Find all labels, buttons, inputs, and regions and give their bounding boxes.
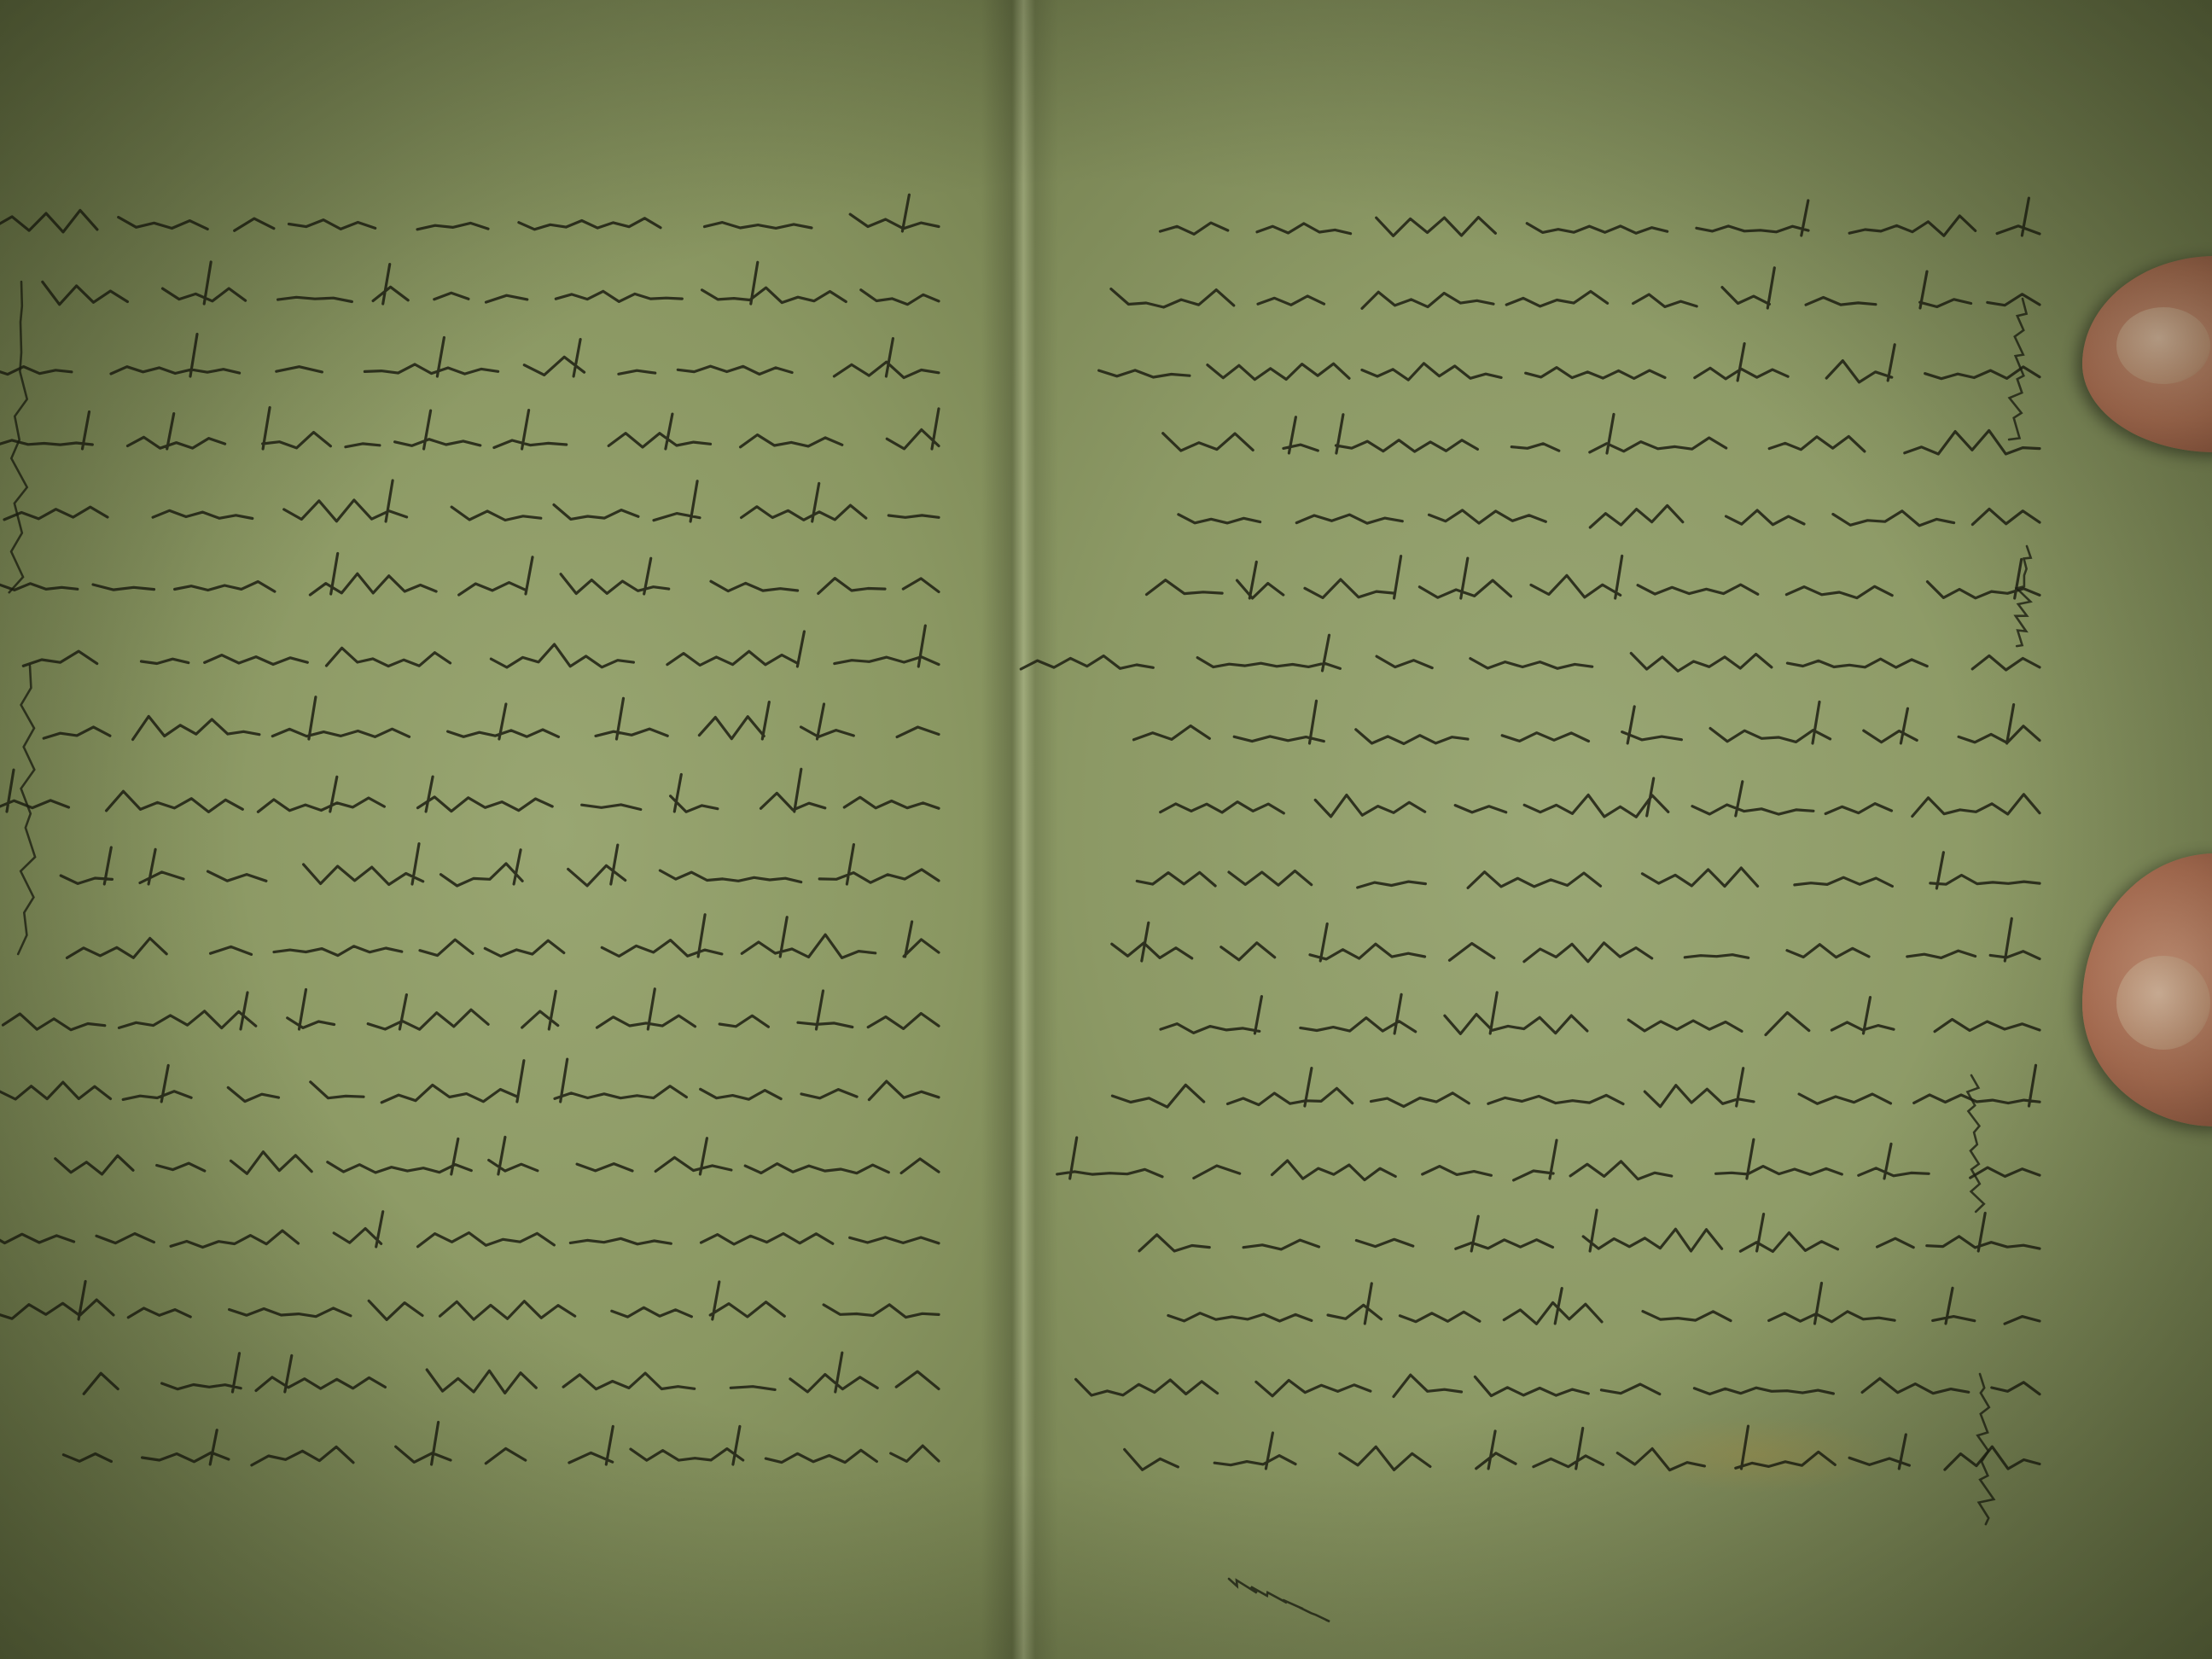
fingernail [2116,956,2210,1050]
margin-note [9,282,27,592]
margin-note [18,666,35,954]
fingernail [2116,307,2210,384]
margin-note [2016,546,2031,646]
margin-note [1977,1374,1994,1524]
margin-note [1229,1579,1330,1621]
margin-note [2009,299,2027,439]
margin-note [1967,1075,1983,1212]
